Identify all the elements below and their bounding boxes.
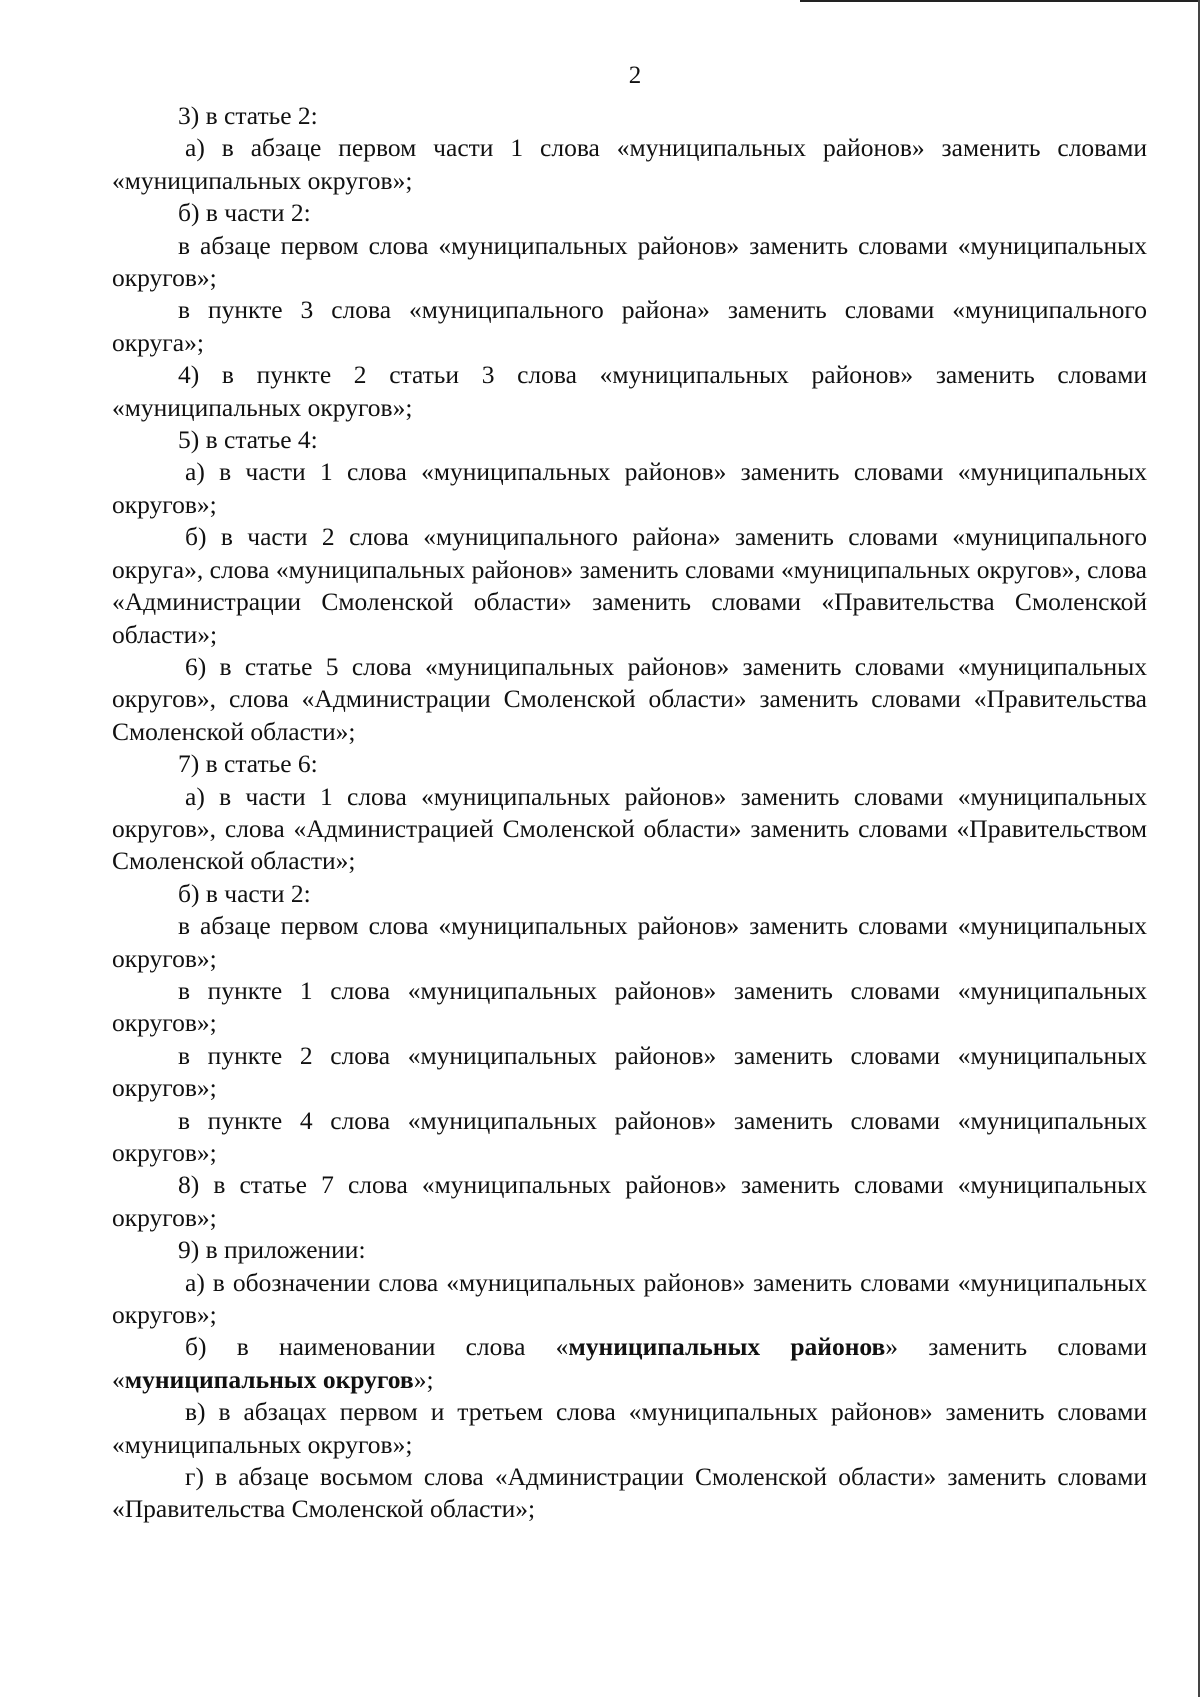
paragraph-appendix-g: г) в абзаце восьмом слова «Администрации Смоленской области» заменить словами «Правительства Смоленской области»;	[112, 1462, 1147, 1524]
top-border-line	[800, 0, 1200, 2]
paragraph-appendix-v: в) в абзацах первом и третьем слова «муниципальных районов» заменить словами «муниципальных округов»;	[112, 1397, 1147, 1459]
paragraph-article-2-b: б) в части 2:	[178, 198, 311, 228]
paragraph-article-6-b-punkt-4: в пункте 4 слова «муниципальных районов» заменить словами «муниципальных округов»;	[112, 1105, 1147, 1167]
paragraph-article-6: 7) в статье 6:	[178, 749, 318, 779]
paragraph-article-6-b-first-abzac: в абзаце первом слова «муниципальных районов» заменить словами «муниципальных округов»;	[112, 911, 1147, 973]
document-body	[112, 100, 1147, 1526]
paragraph-article-2-b-first-abzac: в абзаце первом слова «муниципальных районов» заменить словами «муниципальных округов»;	[112, 230, 1147, 293]
paragraph-article-2: 3) в статье 2:	[178, 101, 318, 130]
paragraph-article-3: 4) в пункте 2 статьи 3 слова «муниципальных районов» заменить словами «муниципальных округов»;	[112, 360, 1147, 422]
appendix-b-prefix: б) в наименовании слова «	[185, 1332, 569, 1362]
paragraph-appendix-a: а) в обозначении слова «муниципальных районов» заменить словами «муниципальных округов»;	[112, 1267, 1147, 1330]
appendix-b-middle: » заменить словами «	[112, 1332, 1148, 1394]
paragraph-article-6-b-punkt-1: в пункте 1 слова «муниципальных районов» заменить словами «муниципальных округов»;	[112, 975, 1147, 1038]
paragraph-article-4-b: б) в части 2 слова «муниципального района» заменить словами «муниципального округа», слова «муниципальных районов» заменить словами «муниципальных округов», слова «Администрации Смоленской области» заменить словами «Правительства Смоленской области»;	[112, 522, 1147, 649]
paragraph-article-6-b-punkt-2: в пункте 2 слова «муниципальных районов» заменить словами «муниципальных округов»;	[112, 1040, 1147, 1103]
appendix-b-suffix: »;	[413, 1364, 434, 1394]
paragraph-article-2-a: а) в абзаце первом части 1 слова «муниципальных районов» заменить словами «муниципальных округов»;	[112, 133, 1147, 195]
appendix-b-bold-old-term: муниципальных районов	[568, 1332, 886, 1362]
paragraph-article-6-a: а) в части 1 слова «муниципальных районов» заменить словами «муниципальных округов», слова «Администрацией Смоленской области» заменить словами «Правительством Смоленской области»;	[112, 781, 1147, 876]
paragraph-appendix: 9) в приложении:	[178, 1235, 366, 1265]
paragraph-article-2-b-punkt-3: в пункте 3 слова «муниципального района» заменить словами «муниципального округа»;	[112, 295, 1147, 357]
appendix-b-bold-new-term: муниципальных округов	[124, 1364, 414, 1394]
page-number: 2	[628, 62, 642, 89]
paragraph-appendix-b	[112, 1331, 1147, 1396]
paragraph-article-5: 6) в статье 5 слова «муниципальных районов» заменить словами «муниципальных округов», слова «Администрации Смоленской области» заменить словами «Правительства Смоленской области»;	[112, 651, 1147, 746]
paragraph-article-6-b: б) в части 2:	[178, 878, 311, 908]
paragraph-article-4-a: а) в части 1 слова «муниципальных районов» заменить словами «муниципальных округов»;	[112, 457, 1147, 519]
paragraph-article-7: 8) в статье 7 слова «муниципальных районов» заменить словами «муниципальных округов»;	[112, 1170, 1147, 1232]
paragraph-article-4: 5) в статье 4:	[178, 425, 318, 455]
